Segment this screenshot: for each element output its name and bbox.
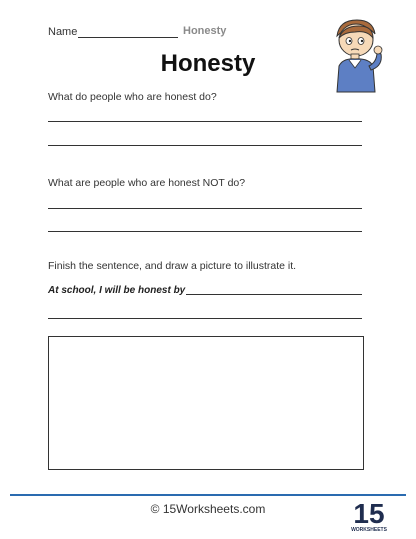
answer-line: [48, 121, 362, 122]
footer-divider: [10, 494, 406, 496]
answer-line: [48, 231, 362, 232]
sentence-blank-line: [186, 294, 362, 295]
logo-number: 15: [353, 498, 385, 529]
answer-line: [48, 145, 362, 146]
answer-line: [48, 318, 362, 319]
answer-line: [48, 208, 362, 209]
header-worksheet-title: Honesty: [183, 25, 227, 37]
question-1-prompt: What do people who are honest do?: [48, 91, 217, 103]
15worksheets-logo-icon: [350, 496, 388, 534]
logo-text: WORKSHEETS: [351, 527, 387, 533]
name-blank-line: [78, 37, 178, 38]
footer-copyright: © 15Worksheets.com: [150, 502, 266, 516]
question-3-prompt: Finish the sentence, and draw a picture to illustrate it.: [48, 260, 297, 272]
sentence-starter: At school, I will be honest by: [48, 285, 186, 296]
page-title: Honesty: [160, 50, 256, 77]
name-label: Name: [48, 26, 78, 38]
drawing-box: [48, 336, 364, 470]
question-2-prompt: What are people who are honest NOT do?: [48, 177, 246, 189]
